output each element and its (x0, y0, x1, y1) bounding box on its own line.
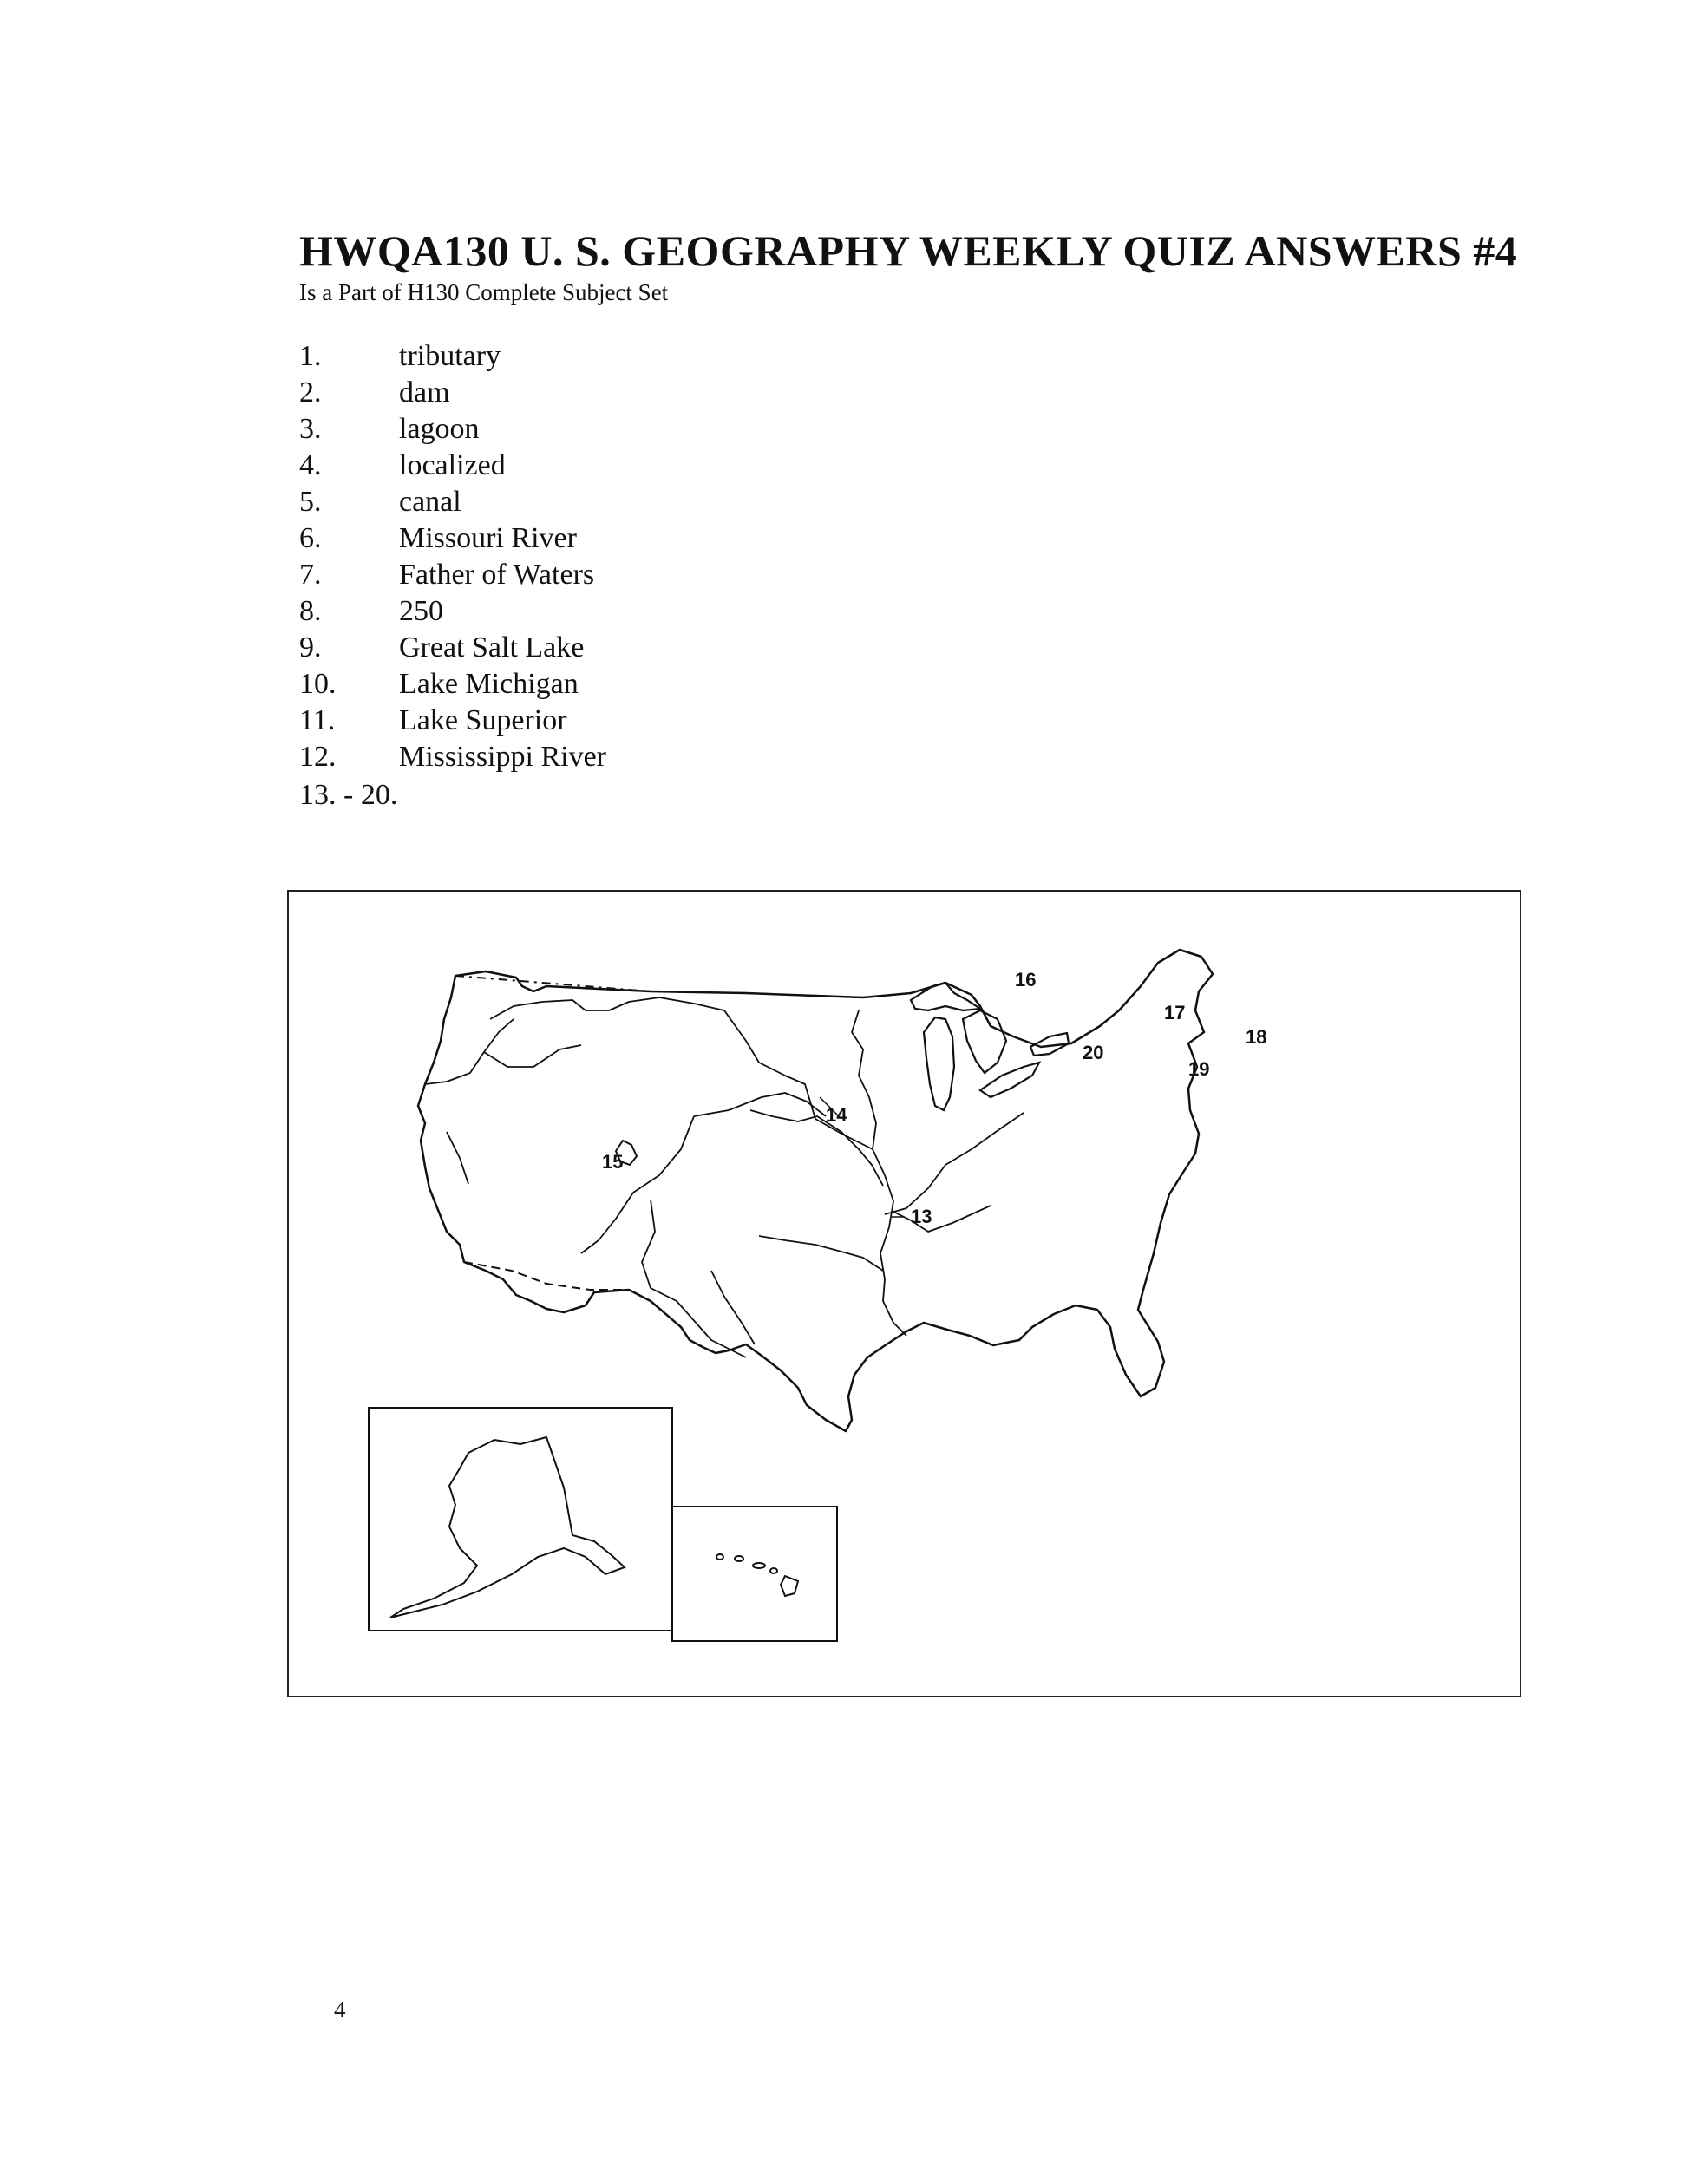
label-16: 16 (1015, 969, 1037, 991)
label-14: 14 (826, 1104, 847, 1126)
answer-number: 6. (299, 522, 322, 554)
answer-number: 2. (299, 376, 322, 409)
answer-number: 11. (299, 704, 336, 736)
label-13: 13 (911, 1206, 932, 1227)
answer-number: 12. (299, 741, 337, 773)
answer-text: Missouri River (399, 522, 577, 554)
answer-number: 4. (299, 449, 322, 481)
answer-text: localized (399, 449, 506, 481)
answer-number: 8. (299, 595, 322, 627)
answer-text: Lake Michigan (399, 668, 579, 700)
hawaii-inset (672, 1507, 837, 1641)
page-title: HWQA130 U. S. GEOGRAPHY WEEKLY QUIZ ANSWERS #4 (299, 226, 1518, 275)
alaska-inset (369, 1408, 672, 1631)
answer-text: Father of Waters (399, 559, 595, 591)
answer-number: 3. (299, 413, 322, 445)
answer-text: Great Salt Lake (399, 631, 585, 664)
map-answer-range: 13. - 20. (299, 779, 398, 811)
answer-text: 250 (399, 595, 443, 627)
answer-text: tributary (399, 340, 501, 372)
answer-text: dam (399, 376, 450, 409)
answer-number: 5. (299, 486, 322, 518)
answer-number: 7. (299, 559, 322, 591)
label-17: 17 (1164, 1002, 1186, 1023)
us-rivers-map (286, 889, 1522, 1700)
answer-text: Lake Superior (399, 704, 567, 736)
answer-text: Mississippi River (399, 741, 606, 773)
answer-number: 10. (299, 668, 337, 700)
page-subtitle: Is a Part of H130 Complete Subject Set (299, 279, 669, 305)
label-18: 18 (1246, 1026, 1267, 1048)
label-20: 20 (1083, 1042, 1104, 1063)
label-15: 15 (602, 1151, 624, 1173)
label-19: 19 (1188, 1058, 1210, 1080)
answer-number: 1. (299, 340, 322, 372)
answer-text: canal (399, 486, 461, 518)
answer-text: lagoon (399, 413, 480, 445)
page-number: 4 (334, 1997, 346, 2023)
answer-number: 9. (299, 631, 322, 664)
